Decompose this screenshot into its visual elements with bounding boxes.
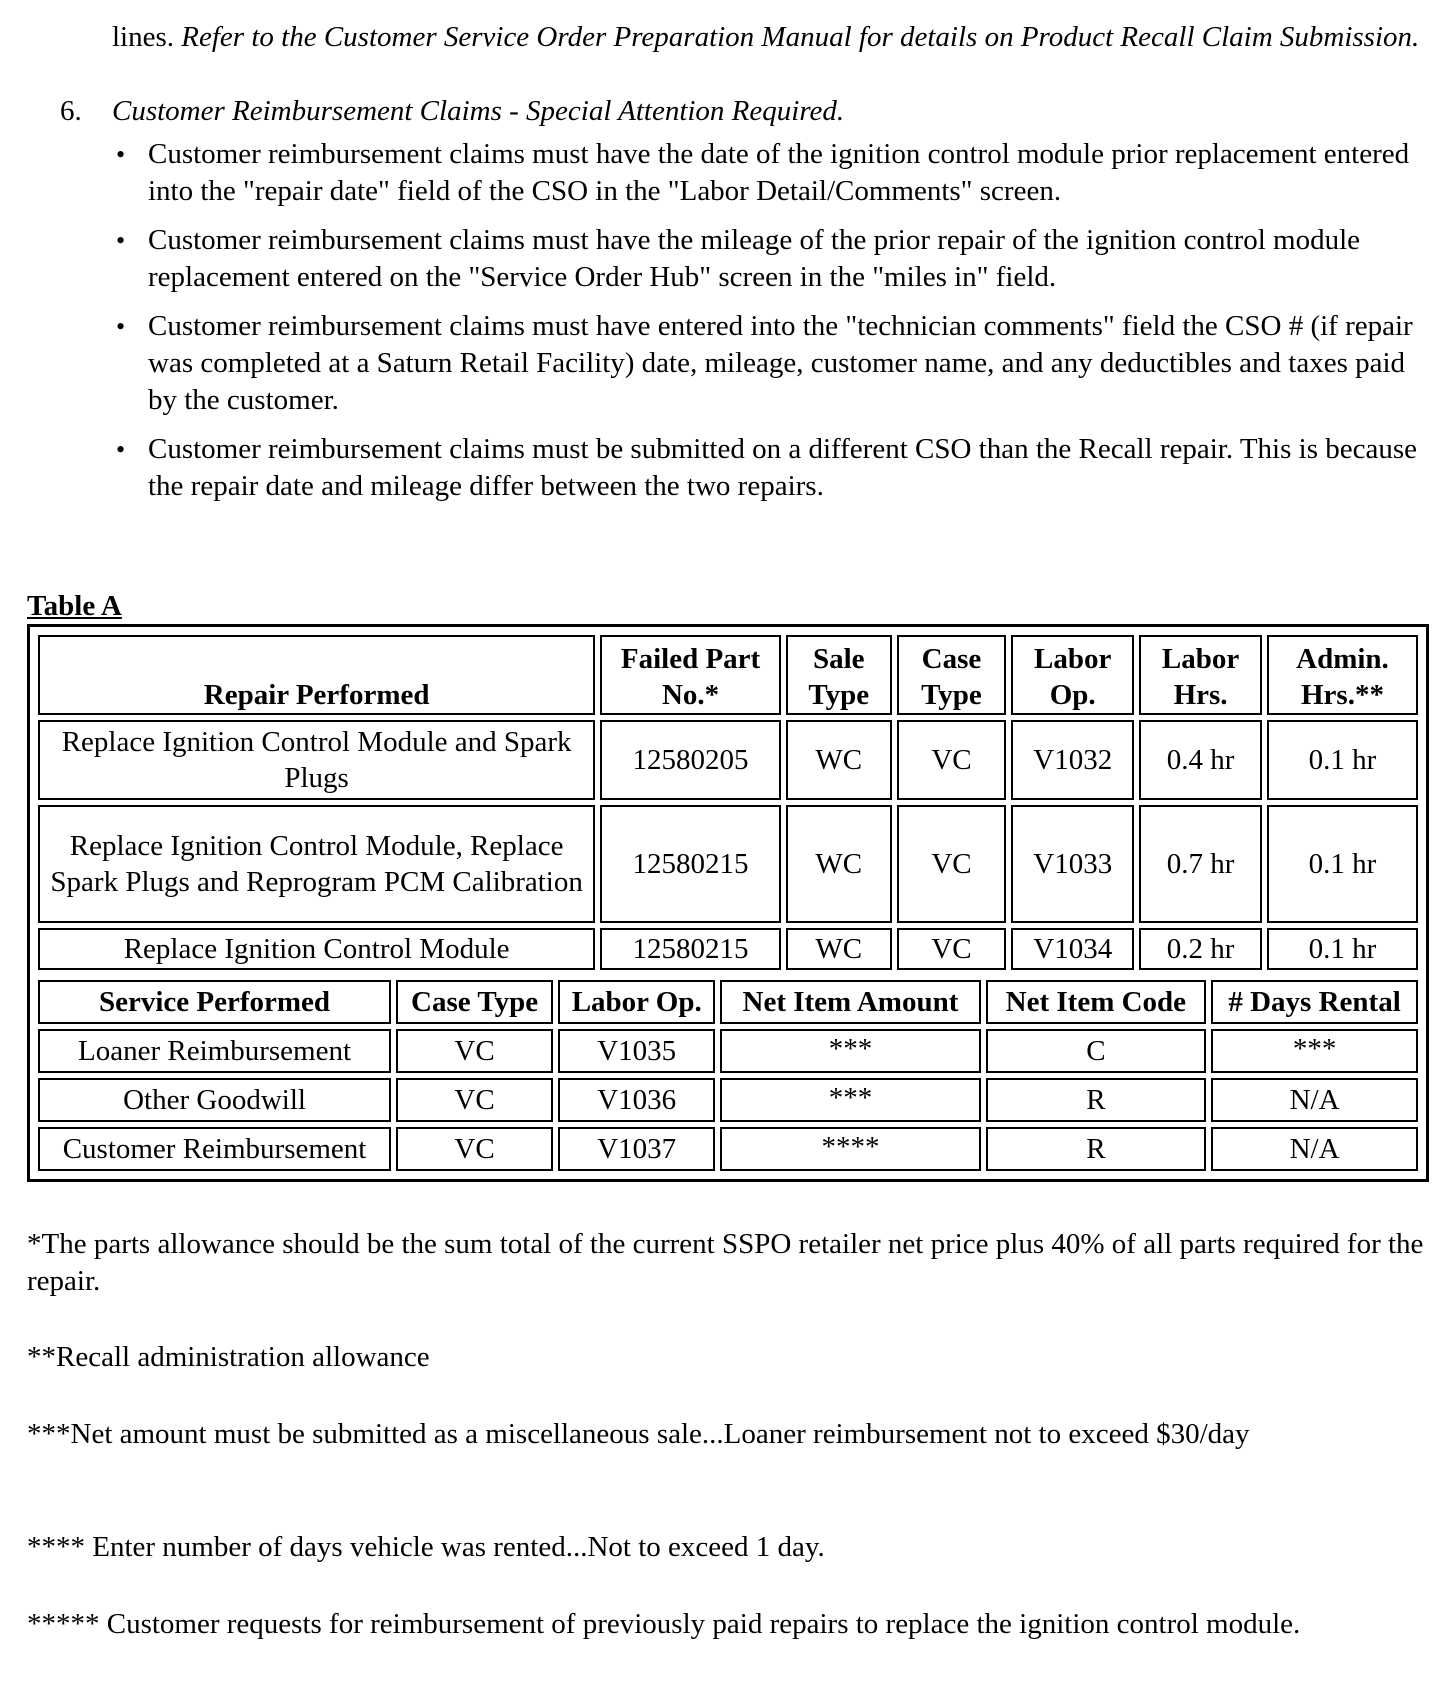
table-cell: VC [897, 928, 1007, 970]
col-header: Case Type [396, 980, 553, 1024]
table-cell: VC [897, 805, 1007, 923]
table-cell: Loaner Reimbursement [38, 1029, 391, 1073]
table-cell: 0.1 hr [1267, 805, 1418, 923]
col-header: Service Performed [38, 980, 391, 1024]
footnote-rental-days: **** Enter number of days vehicle was rented...Not to exceed 1 day. [27, 1531, 825, 1563]
table-cell: V1033 [1011, 805, 1134, 923]
table-cell: *** [1211, 1029, 1418, 1073]
col-header: Admin. Hrs.** [1267, 635, 1418, 715]
step-6-heading [60, 93, 844, 130]
table-cell: 12580205 [600, 720, 781, 800]
col-header: Labor Op. [1011, 635, 1134, 715]
list-item: • Customer reimbursement claims must have the date of the ignition control module prior replacement entered into the "repair date" field of the CSO in the "Labor Detail/Comments" screen. [112, 136, 1432, 210]
table-header-row [38, 980, 1418, 1024]
table-cell: 0.4 hr [1139, 720, 1262, 800]
intro-prefix: lines. [112, 21, 175, 53]
table-cell: 0.2 hr [1139, 928, 1262, 970]
table-cell: N/A [1211, 1078, 1418, 1122]
table-cell: *** [720, 1078, 980, 1122]
table-cell: V1036 [558, 1078, 715, 1122]
table-cell: Other Goodwill [38, 1078, 391, 1122]
table-row [38, 720, 1418, 800]
step-number: 6. [60, 95, 82, 127]
footnote-net-amount: ***Net amount must be submitted as a miscellaneous sale...Loaner reimbursement not to exceed $30/day [27, 1418, 1250, 1450]
footnote-admin-allowance: **Recall administration allowance [27, 1341, 430, 1373]
table-row [38, 805, 1418, 923]
table-a [27, 624, 1429, 1182]
list-item: • Customer reimbursement claims must have the mileage of the prior repair of the ignition control module replacement entered on the "Service Order Hub" screen in the "miles in" field. [112, 222, 1432, 296]
col-header: Case Type [897, 635, 1007, 715]
table-cell: WC [786, 928, 892, 970]
table-cell: WC [786, 805, 892, 923]
col-header: Failed Part No.* [600, 635, 781, 715]
step-title: Customer Reimbursement Claims - Special Attention Required. [112, 95, 845, 127]
table-cell: Replace Ignition Control Module and Spark Plugs [38, 720, 595, 800]
footnote-customer-requests: ***** Customer requests for reimbursement of previously paid repairs to replace the ignition control module. [27, 1608, 1301, 1640]
requirements-list [112, 136, 1432, 517]
table-cell: 12580215 [600, 928, 781, 970]
col-header: Net Item Amount [720, 980, 980, 1024]
col-header: Sale Type [786, 635, 892, 715]
table-cell: Replace Ignition Control Module, Replace Spark Plugs and Reprogram PCM Calibration [38, 805, 595, 923]
table-row [38, 1127, 1418, 1171]
list-item: • Customer reimbursement claims must be submitted on a different CSO than the Recall repair. This is because the repair date and mileage differ between the two repairs. [112, 431, 1432, 505]
table-title: Table A [27, 590, 122, 622]
table-cell: Customer Reimbursement [38, 1127, 391, 1171]
col-header: Labor Hrs. [1139, 635, 1262, 715]
list-item: • Customer reimbursement claims must have entered into the "technician comments" field the CSO # (if repair was completed at a Saturn Retail Facility) date, mileage, customer name, and any deductibles and taxes paid by the customer. [112, 308, 1432, 419]
table-row [38, 1029, 1418, 1073]
table-cell: VC [396, 1127, 553, 1171]
table-cell: R [986, 1078, 1207, 1122]
intro-paragraph [112, 19, 1432, 56]
table-cell: 0.7 hr [1139, 805, 1262, 923]
footnote-parts-allowance: *The parts allowance should be the sum total of the current SSPO retailer net price plus 40% of all parts required for the repair. [27, 1228, 1424, 1297]
col-header: Repair Performed [38, 635, 595, 715]
table-cell: V1034 [1011, 928, 1134, 970]
table-row [38, 1078, 1418, 1122]
service-table [33, 975, 1423, 1176]
table-cell: Replace Ignition Control Module [38, 928, 595, 970]
intro-reference: Refer to the Customer Service Order Preparation Manual for details on Product Recall Claim Submission. [181, 21, 1420, 53]
table-cell: V1032 [1011, 720, 1134, 800]
table-cell: N/A [1211, 1127, 1418, 1171]
table-cell: V1037 [558, 1127, 715, 1171]
col-header: Net Item Code [986, 980, 1207, 1024]
table-cell: 12580215 [600, 805, 781, 923]
col-header: Labor Op. [558, 980, 715, 1024]
repair-table [33, 630, 1423, 975]
table-header-row [38, 635, 1418, 715]
table-cell: VC [396, 1029, 553, 1073]
col-header: # Days Rental [1211, 980, 1418, 1024]
table-cell: C [986, 1029, 1207, 1073]
table-cell: WC [786, 720, 892, 800]
table-cell: VC [897, 720, 1007, 800]
table-cell: **** [720, 1127, 980, 1171]
table-cell: V1035 [558, 1029, 715, 1073]
table-cell: R [986, 1127, 1207, 1171]
table-cell: VC [396, 1078, 553, 1122]
table-cell: 0.1 hr [1267, 720, 1418, 800]
table-cell: 0.1 hr [1267, 928, 1418, 970]
table-row [38, 928, 1418, 970]
table-cell: *** [720, 1029, 980, 1073]
